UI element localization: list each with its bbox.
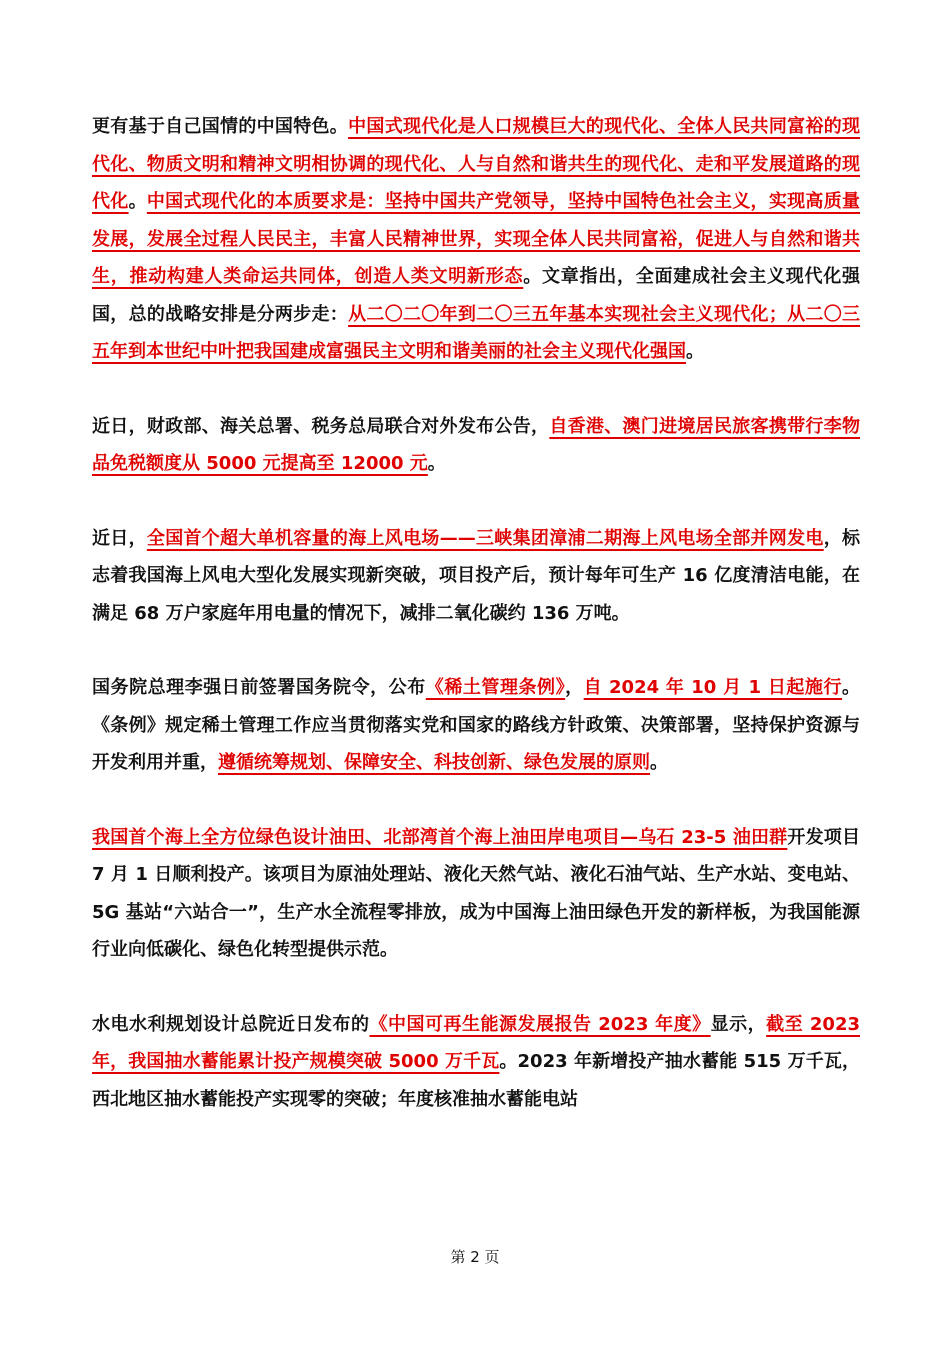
highlight-segment: 自 2024 年 10 月 1 日起施行 (583, 677, 843, 698)
paragraph-duty-free (92, 408, 860, 483)
text-segment: 近日，财政部、海关总署、税务总局联合对外发布公告， (92, 415, 550, 437)
highlight-segment: 全国首个超大单机容量的海上风电场——三峡集团漳浦二期海上风电场全部并网发电 (146, 527, 824, 549)
text-segment: 。 (686, 341, 704, 362)
paragraph-oil-field (92, 819, 860, 969)
text-segment: 显示， (710, 1013, 767, 1035)
highlight-segment: 《稀土管理条例》 (425, 677, 566, 698)
highlight-segment: 截至 2023 年，我国抽水蓄能累计投产规模突破 5000 万千瓦 (92, 1013, 860, 1072)
highlight-segment: 中国式现代化的本质要求是：坚持中国共产党领导，坚持中国特色社会主义，实现高质量发展，发展全过程人民民主，丰富人民精神世界，实现全体人民共同富裕，促进人与自然和谐共生，推动构建人类命运共同体，创造人类文明新形态 (92, 191, 861, 287)
paragraph-pumped-storage (92, 1006, 860, 1119)
highlight-segment: 中国式现代化是人口规模巨大的现代化、全体人民共同富裕的现代化、物质文明和精神文明相协调的现代化、人与自然和谐共生的现代化、走和平发展道路的现代化 (92, 116, 861, 212)
highlight-segment: 遵循统筹规划、保障安全、科技创新、绿色发展的原则 (218, 752, 650, 773)
paragraph-offshore-wind (92, 520, 860, 633)
highlight-segment: 从二〇二〇年到二〇三五年基本实现社会主义现代化；从二〇三五年到本世纪中叶把我国建成富强民主文明和谐美丽的社会主义现代化强国 (92, 303, 861, 362)
text-segment: 。2023 年新增投产抽水蓄能 515 万千瓦，西北地区抽水蓄能投产实现零的突破；年度核准抽水蓄能电站 (92, 1051, 860, 1110)
text-segment: 。文章指出，全面建成社会主义现代化强国，总的战略安排是分两步走： (92, 266, 860, 325)
text-segment: 国务院总理李强日前签署国务院令，公布 (92, 677, 426, 698)
text-segment: ，标志着我国海上风电大型化发展实现新突破，项目投产后，预计每年可生产 16 亿度清洁电能，在满足 68 万户家庭年用电量的情况下，减排二氧化碳约 136 万吨。 (92, 527, 861, 624)
text-segment: 更有基于自己国情的中国特色。 (92, 116, 349, 137)
text-segment: 。《条例》规定稀土管理工作应当贯彻落实党和国家的路线方针政策、决策部署，坚持保护资源与开发利用并重， (92, 677, 861, 773)
text-segment: 开发项目 7 月 1 日顺利投产。该项目为原油处理站、液化天然气站、液化石油气站、生产水站、变电站、5G 基站“六站合一”，生产水全流程零排放，成为中国海上油田绿色开发的新样板，为我国能源行业向低碳化、绿色化转型提供示范。 (92, 826, 861, 960)
text-segment: 水电水利规划设计总院近日发布的 (92, 1013, 370, 1035)
paragraph-rare-earth (92, 669, 860, 782)
text-segment: 。 (128, 191, 147, 212)
highlight-segment: 自香港、澳门进境居民旅客携带行李物品免税额度从 5000 元提高至 12000 元 (92, 415, 861, 474)
text-segment: ， (565, 677, 584, 698)
document-body (92, 108, 860, 1118)
highlight-segment: 《中国可再生能源发展报告 2023 年度》 (369, 1013, 711, 1035)
highlight-segment: 我国首个海上全方位绿色设计油田、北部湾首个海上油田岸电项目—乌石 23-5 油田群 (92, 826, 788, 848)
paragraph-modernization (92, 108, 860, 371)
text-segment: 近日， (92, 527, 147, 549)
text-segment: 。 (427, 453, 446, 474)
page-number: 第 2 页 (450, 1248, 500, 1266)
text-segment: 。 (650, 752, 668, 773)
